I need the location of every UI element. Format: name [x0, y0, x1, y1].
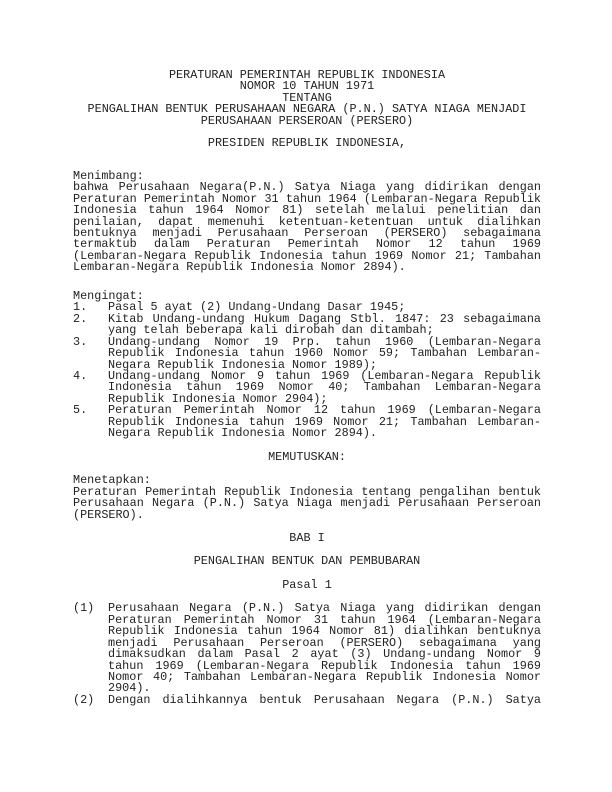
item-number: 2. [73, 311, 88, 326]
section-heading: Menimbang: [73, 168, 144, 183]
mengingat-section [73, 288, 541, 441]
clause-item [73, 692, 541, 707]
chapter-number: BAB I [289, 530, 325, 545]
section-heading: Menetapkan: [73, 473, 151, 488]
item-number: 1. [73, 300, 88, 315]
title-line: PERATURAN PEMERINTAH REPUBLIK INDONESIA [168, 68, 446, 82]
title-line: PERUSAHAAN PERSEROAN (PERSERO) [200, 113, 414, 128]
list-item [73, 368, 541, 406]
item-text: Undang-undang Nomor 9 tahun 1969 (Lembaran-Negara Republik Indonesia tahun 1969 Nomor 40; Tambahan Lembaran-Negara Republik Indonesia Nomor 2904); [108, 368, 541, 406]
list-item [73, 405, 541, 439]
article-clauses [73, 603, 541, 706]
memutuskan-heading: MEMUTUSKAN: [268, 449, 346, 464]
clause-text: Perusahaan Negara (P.N.) Satya Niaga yang didirikan dengan Peraturan Pemerintah Nomor 31 tahun 1964 (Lembaran-Negara Republik Indonesia tahun 1964 Nomor 81) dialihkan bentuknya menjadi Perusahaan Perseroan (PERSERO) sebagaimana yang dimaksudkan dalam Pasal 2 ayat (3) Undang-undang Nomor 9 tahun 1969 (Lembaran-Negara Republik Indonesia tahun 1969 Nomor 40; Tambahan Lembaran-Negara Republik Indonesia Nomor 2904). [108, 601, 541, 696]
president-heading: PRESIDEN REPUBLIK INDONESIA, [207, 136, 407, 151]
clause-item [73, 603, 541, 695]
item-number: 5. [73, 403, 88, 418]
section-text: Peraturan Pemerintah Republik Indonesia tentang pengalihan bentuk Perusahaan Negara (P.N.) Satya Niaga menjadi Perusahaan Perseroan (PERSERO). [73, 484, 541, 522]
item-number: 3. [73, 334, 88, 349]
list-item [73, 334, 541, 372]
item-text: Kitab Undang-undang Hukum Dagang Stbl. 1847: 23 sebagaimana yang telah beberapa kali dirobah dan ditambah; [108, 311, 541, 338]
document-title [73, 70, 541, 127]
section-text: bahwa Perusahaan Negara(P.N.) Satya Niaga yang didirikan dengan Peraturan Pemerintah Nomor 31 tahun 1964 (Lembaran-Negara Republik Indonesia tahun 1964 Nomor 81) setelah melalui penelitian dan penilaian, dapat memenuhi ketentuan-ketentuan untuk dialihkan bentuknya menjadi Perusahaan Perseroan (PERSERO) sebagaimana termaktub dalam Peraturan Pemerintah Nomor 12 tahun 1969 (Lembaran-Negara Republik Indonesia tahun 1969 Nomor 21; Tambahan Lembaran-Negara Republik Indonesia Nomor 2894). [73, 180, 541, 275]
section-heading: Mengingat: [73, 288, 144, 303]
article-heading: Pasal 1 [282, 577, 332, 592]
item-text: Peraturan Pemerintah Nomor 12 tahun 1969 (Lembaran-Negara Republik Indonesia tahun 1969 Nomor 21; Tambahan Lembaran-Negara Republik Indonesia Nomor 2894). [108, 403, 541, 441]
menetapkan-section [73, 475, 541, 521]
title-line: TENTANG [282, 90, 332, 105]
list-item [73, 311, 541, 338]
clause-text: Dengan dialihkannya bentuk Perusahaan Negara (P.N.) Satya [108, 692, 541, 707]
chapter-title: PENGALIHAN BENTUK DAN PEMBUBARAN [193, 554, 421, 569]
title-line: NOMOR 10 TAHUN 1971 [239, 79, 375, 94]
title-line: PENGALIHAN BENTUK PERUSAHAAN NEGARA (P.N.) SATYA NIAGA MENJADI [87, 102, 527, 117]
menimbang-section [73, 168, 541, 275]
item-number: 4. [73, 368, 88, 383]
clause-number: (2) [73, 692, 95, 707]
item-text: Pasal 5 ayat (2) Undang-Undang Dasar 1945; [108, 300, 406, 315]
clause-number: (1) [73, 601, 95, 616]
document-page [73, 70, 541, 706]
item-text: Undang-undang Nomor 19 Prp. tahun 1960 (Lembaran-Negara Republik Indonesia tahun 1960 Nomor 59; Tambahan Lembaran-Negara Republik Indonesia Nomor 1989); [108, 334, 541, 372]
